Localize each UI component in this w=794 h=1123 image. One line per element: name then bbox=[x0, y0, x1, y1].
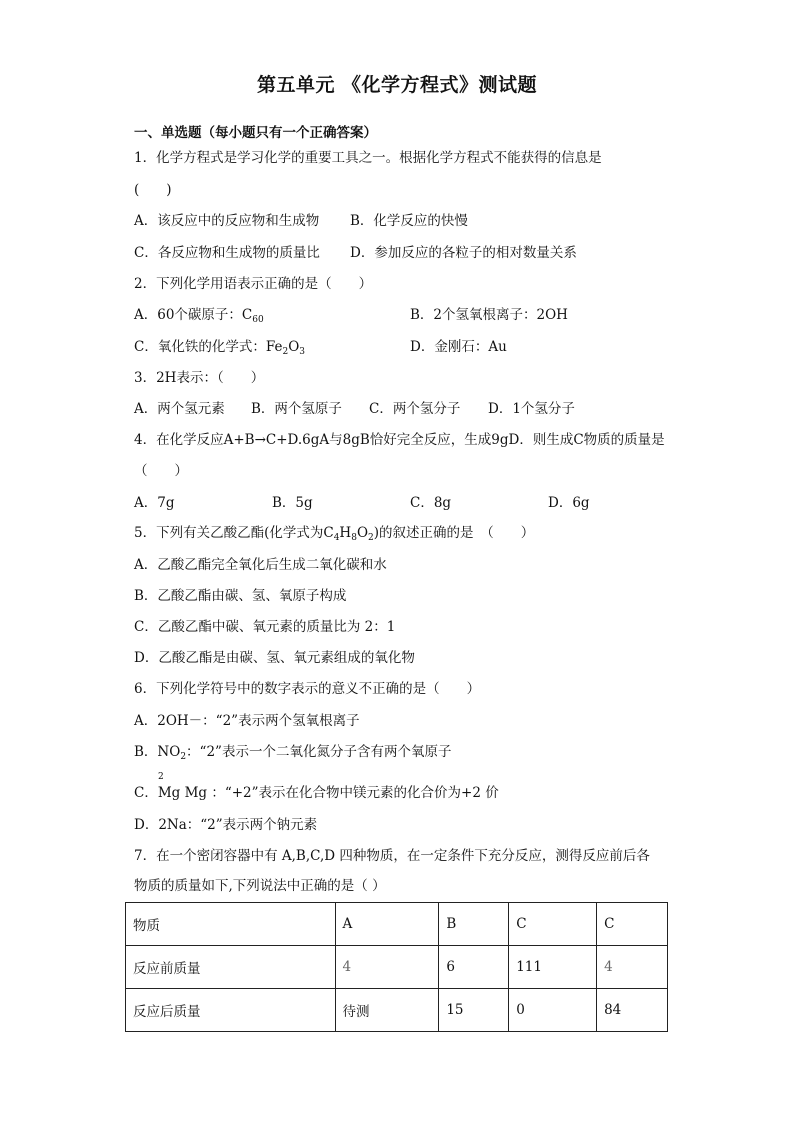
q1-stem: 1．化学方程式是学习化学的重要工具之一。根据化学方程式不能获得的信息是 bbox=[134, 150, 602, 166]
table-cell: 待测 bbox=[335, 989, 439, 1032]
table-cell: 111 bbox=[509, 946, 597, 989]
q5-option-a: A．乙酸乙酯完全氧化后生成二氧化碳和水 bbox=[134, 557, 387, 573]
q6-option-a: A．2OH－：“2”表示两个氢氧根离子 bbox=[134, 713, 360, 729]
q6-option-d: D．2Na：“2”表示两个钠元素 bbox=[134, 817, 318, 833]
q3-option-d: D．1个氢分子 bbox=[488, 401, 575, 417]
q1-paren: ( ) bbox=[134, 182, 172, 198]
q3-stem: 3．2H表示：（ ） bbox=[134, 370, 265, 386]
table-row bbox=[126, 989, 668, 1032]
table-cell: 4 bbox=[335, 946, 439, 989]
q5-option-b: B．乙酸乙酯由碳、氢、氧原子构成 bbox=[134, 588, 347, 604]
q2-option-d: D．金刚石：Au bbox=[410, 339, 507, 355]
table-cell: 15 bbox=[439, 989, 509, 1032]
q4-option-c: C．8g bbox=[410, 495, 452, 511]
q2-option-a: A．60个碳原子：$C_{60}$ bbox=[134, 307, 264, 325]
q2-option-c: C．氧化铁的化学式：$Fe_2O_3$ bbox=[134, 339, 305, 357]
table-header-cell: 物质 bbox=[126, 903, 336, 946]
mass-table bbox=[125, 902, 668, 1032]
table-header-cell: A bbox=[335, 903, 439, 946]
q1-option-c: C．各反应物和生成物的质量比 bbox=[134, 245, 320, 261]
section-heading: 一、单选题（每小题只有一个正确答案） bbox=[134, 125, 377, 141]
table-cell: 4 bbox=[597, 946, 668, 989]
q5-stem: 5．下列有关乙酸乙酯(化学式为$C_4H_8O_2$)的叙述正确的是 （ ） bbox=[134, 525, 535, 543]
table-cell: 反应后质量 bbox=[126, 989, 336, 1032]
q4-option-d: D．6g bbox=[548, 495, 590, 511]
q1-option-d: D．参加反应的各粒子的相对数量关系 bbox=[350, 245, 577, 261]
q3-option-a: A．两个氢元素 bbox=[134, 401, 225, 417]
q6-option-c-superscript: 2 bbox=[158, 772, 164, 782]
q3-option-c: C．两个氢分子 bbox=[369, 401, 461, 417]
table-cell: 0 bbox=[509, 989, 597, 1032]
table-cell: 84 bbox=[597, 989, 668, 1032]
q6-stem: 6．下列化学符号中的数字表示的意义不正确的是（ ） bbox=[134, 681, 481, 697]
q3-option-b: B．两个氢原子 bbox=[251, 401, 342, 417]
q4-option-a: A．7g bbox=[134, 495, 175, 511]
q1-option-a: A．该反应中的反应物和生成物 bbox=[134, 213, 320, 229]
table-cell: 6 bbox=[439, 946, 509, 989]
q1-option-b: B．化学反应的快慢 bbox=[350, 213, 468, 229]
q7-stem-line2: 物质的质量如下,下列说法中正确的是（ ） bbox=[134, 878, 386, 894]
q2-stem: 2．下列化学用语表示正确的是（ ） bbox=[134, 276, 373, 292]
table-header-cell: C bbox=[509, 903, 597, 946]
q6-option-b: B．$NO_2$：“2”表示一个二氧化氮分子含有两个氧原子 bbox=[134, 744, 452, 762]
page-title: 第五单元 《化学方程式》测试题 bbox=[256, 74, 538, 96]
q4-option-b: B．5g bbox=[272, 495, 313, 511]
table-header-cell: B bbox=[439, 903, 509, 946]
q4-stem: 4．在化学反应A+B→C+D.6gA与8gB恰好完全反应，生成9gD．则生成C物质的质量是 bbox=[134, 432, 665, 448]
q6-option-c: C．Mg Mg ：“+2”表示在化合物中镁元素的化合价为+2 价 bbox=[134, 785, 499, 801]
q5-option-c: C．乙酸乙酯中碳、氧元素的质量比为 2：1 bbox=[134, 619, 396, 635]
q2-option-b: B．2个氢氧根离子：2OH bbox=[410, 307, 568, 323]
table-header-row bbox=[126, 903, 668, 946]
q5-option-d: D．乙酸乙酯是由碳、氢、氧元素组成的氧化物 bbox=[134, 650, 415, 666]
q4-paren: （ ） bbox=[134, 463, 188, 479]
table-cell: 反应前质量 bbox=[126, 946, 336, 989]
table-row bbox=[126, 946, 668, 989]
q7-stem-line1: 7．在一个密闭容器中有 A,B,C,D 四种物质，在一定条件下充分反应，测得反应前后各 bbox=[134, 848, 650, 864]
table-header-cell: C bbox=[597, 903, 668, 946]
